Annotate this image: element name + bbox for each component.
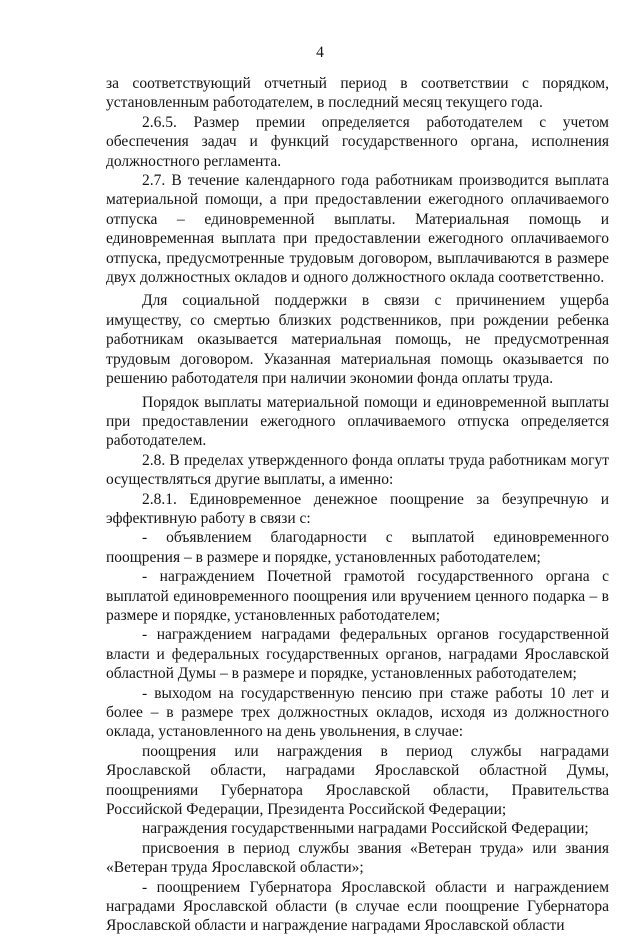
- list-item: - награждением наградами федеральных органов государственной власти и федеральных государственных органов, наградами Ярославской областной Думы – в размере и порядке, установленных работодателем;: [106, 626, 609, 683]
- sub-list-item: присвоения в период службы звания «Ветеран труда» или звания «Ветеран труда Ярославской области»;: [106, 839, 609, 877]
- document-body: [106, 74, 609, 936]
- sub-list-item: награждения государственными наградами Российской Федерации;: [142, 820, 589, 838]
- paragraph: 2.8.1. Единовременное денежное поощрение за безупречную и эффективную работу в связи с:: [106, 490, 609, 527]
- page-number: 4: [316, 44, 324, 61]
- paragraph: 2.6.5. Размер премии определяется работодателем с учетом обеспечения задач и функций государственного органа, исполнения должностного регламента.: [106, 113, 609, 170]
- paragraph: 2.8. В пределах утвержденного фонда оплаты труда работникам могут осуществляться другие выплаты, а именно:: [106, 451, 609, 489]
- sub-list-item: поощрения или награждения в период службы наградами Ярославской области, наградами Ярославской областной Думы, поощрениями Губернатора Ярославской области, Правительства Российской Федерации, Президента Российской Федерации;: [106, 742, 609, 819]
- list-item: - выходом на государственную пенсию при стаже работы 10 лет и более – в размере трех должностных окладов, исходя из должностного оклада, установленного на день увольнения, в случае:: [106, 684, 609, 741]
- list-item: - награждением Почетной грамотой государственного органа с выплатой единовременного поощрения или вручением ценного подарка – в размере и порядке, установленных работодателем;: [106, 568, 609, 624]
- list-item: - поощрением Губернатора Ярославской области и награждением наградами Ярославской области (в случае если поощрение Губернатора Ярославской области и награждение наградами Ярославской области: [106, 878, 609, 935]
- paragraph: Порядок выплаты материальной помощи и единовременной выплаты при предоставлении ежегодного оплачиваемого отпуска определяется работодателем.: [106, 393, 609, 450]
- paragraph: за соответствующий отчетный период в соответствии с порядком, установленным работодателем, в последний месяц текущего года.: [106, 75, 609, 112]
- list-item: - объявлением благодарности с выплатой единовременного поощрения – в размере и порядке, установленных работодателем;: [106, 529, 609, 566]
- paragraph: Для социальной поддержки в связи с причинением ущерба имуществу, со смертью близких родственников, при рождении ребенка работникам оказывается материальная помощь, не предусмотренная трудовым договором. Указанная материальная помощь оказывается по решению работодателя при наличии экономии фонда оплаты труда.: [106, 292, 609, 388]
- paragraph: 2.7. В течение календарного года работникам производится выплата материальной помощи, а при предоставлении ежегодного оплачиваемого отпуска – единовременной выплаты. Материальная помощь и единовременная выплата при предоставлении ежегодного оплачиваемого отпуска, предусмотренные трудовым договором, выплачиваются в размере двух должностных окладов и одного должностного оклада соответственно.: [106, 172, 609, 287]
